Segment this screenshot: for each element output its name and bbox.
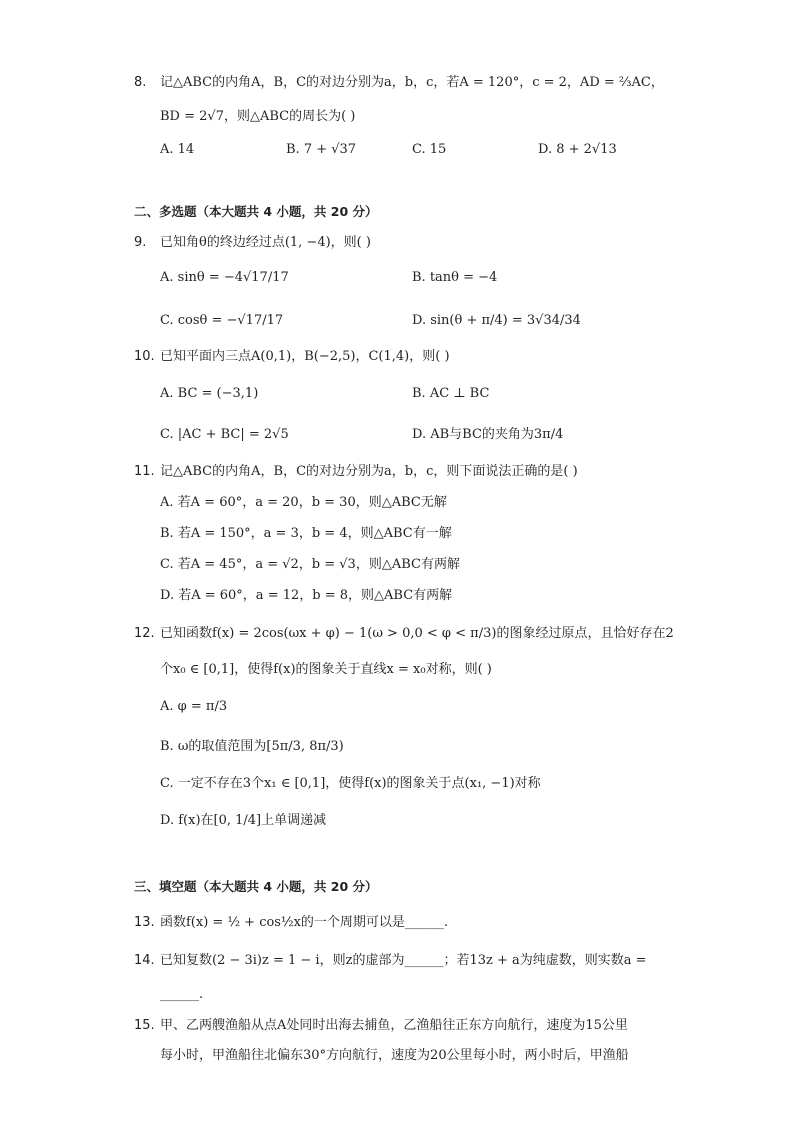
q11-number: 11. xyxy=(134,464,155,479)
q12-option-d: D. f(x)在[0, 1/4]上单调递减 xyxy=(160,813,327,828)
q12-option-c: C. 一定不存在3个x₁ ∈ [0,1]，使得f(x)的图象关于点(x₁, −1)对称 xyxy=(160,776,541,791)
q11-option-b: B. 若A = 150°，a = 3，b = 4，则△ABC有一解 xyxy=(160,526,452,541)
q9-number: 9. xyxy=(134,235,147,250)
q12-stem-line1: 已知函数f(x) = 2cos(ωx + φ) − 1(ω > 0,0 < φ < π/3)的图象经过原点，且恰好存在2 xyxy=(160,626,674,641)
q8-stem-line1: 记△ABC的内角A，B，C的对边分别为a，b，c，若A = 120°，c = 2，AD = ⅔AC， xyxy=(160,75,664,90)
q11-option-d: D. 若A = 60°，a = 12，b = 8，则△ABC有两解 xyxy=(160,588,453,603)
q15-number: 15. xyxy=(134,1018,155,1033)
q10-option-d: D. AB与BC的夹角为3π/4 xyxy=(412,427,564,442)
q8-option-a: A. 14 xyxy=(160,142,195,157)
q11-option-c: C. 若A = 45°，a = √2，b = √3，则△ABC有两解 xyxy=(160,557,460,572)
q13-number: 13. xyxy=(134,915,155,930)
q11-option-a: A. 若A = 60°，a = 20，b = 30，则△ABC无解 xyxy=(160,495,447,510)
q14-number: 14. xyxy=(134,953,155,968)
q12-number: 12. xyxy=(134,626,155,641)
q12-stem-line2: 个x₀ ∈ [0,1]，使得f(x)的图象关于直线x = x₀对称，则( ) xyxy=(160,662,492,677)
section-fill-in-title: 三、填空题（本大题共 4 小题，共 20 分） xyxy=(134,879,378,894)
q15-stem-line1: 甲、乙两艘渔船从点A处同时出海去捕鱼，乙渔船往正东方向航行，速度为15公里 xyxy=(160,1018,628,1033)
q10-stem: 已知平面内三点A(0,1)，B(−2,5)，C(1,4)，则( ) xyxy=(160,349,450,364)
q9-option-b: B. tanθ = −4 xyxy=(412,270,498,285)
q15-stem-line2: 每小时，甲渔船往北偏东30°方向航行，速度为20公里每小时，两小时后，甲渔船 xyxy=(160,1048,629,1063)
q12-option-b: B. ω的取值范围为[5π/3, 8π/3) xyxy=(160,739,344,754)
q10-option-a: A. BC = (−3,1) xyxy=(160,386,259,401)
q8-stem-line2: BD = 2√7，则△ABC的周长为( ) xyxy=(160,109,356,124)
q9-stem: 已知角θ的终边经过点(1, −4)，则( ) xyxy=(160,235,371,250)
q10-option-b: B. AC ⊥ BC xyxy=(412,386,490,401)
q14-stem-line1: 已知复数(2 − 3i)z = 1 − i，则z的虚部为______；若13z + a为纯虚数，则实数a = xyxy=(160,953,647,968)
q11-stem: 记△ABC的内角A，B，C的对边分别为a，b，c，则下面说法正确的是( ) xyxy=(160,464,578,479)
q8-option-c: C. 15 xyxy=(412,142,447,157)
q8-number: 8. xyxy=(134,75,147,90)
q8-option-d: D. 8 + 2√13 xyxy=(538,142,617,157)
q14-stem-line2: ______. xyxy=(160,987,204,1002)
q10-number: 10. xyxy=(134,349,155,364)
section-multiple-choice-title: 二、多选题（本大题共 4 小题，共 20 分） xyxy=(134,204,378,219)
q10-option-c: C. |AC + BC| = 2√5 xyxy=(160,427,289,442)
q12-option-a: A. φ = π/3 xyxy=(160,699,228,714)
q9-option-c: C. cosθ = −√17/17 xyxy=(160,313,284,328)
q8-option-b: B. 7 + √37 xyxy=(286,142,357,157)
q13-stem: 函数f(x) = ½ + cos½x的一个周期可以是______. xyxy=(160,915,449,930)
q9-option-a: A. sinθ = −4√17/17 xyxy=(160,270,289,285)
q9-option-d: D. sin(θ + π/4) = 3√34/34 xyxy=(412,313,581,328)
